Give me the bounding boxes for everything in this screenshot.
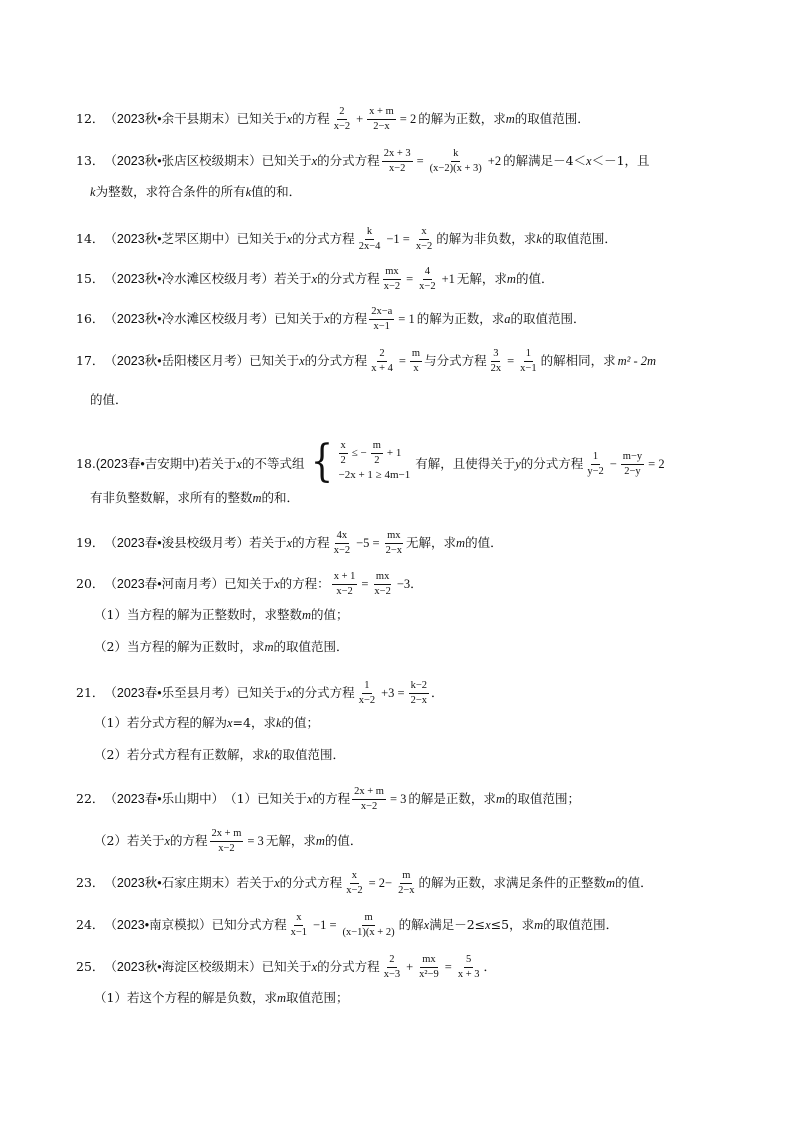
- denominator: 2−x: [410, 694, 428, 706]
- fraction: [382, 148, 413, 174]
- operator: +: [406, 959, 414, 974]
- text: =4，求: [232, 715, 276, 730]
- denominator: x + 3: [457, 968, 480, 980]
- numerator: m: [371, 440, 383, 454]
- expression: m² - 2m: [617, 353, 657, 368]
- text: 的方程: [329, 310, 368, 326]
- rhs: +1: [441, 271, 455, 286]
- var: m: [606, 875, 616, 890]
- denominator: x−1: [373, 320, 390, 332]
- problem-20-part2: [94, 641, 754, 654]
- problem-number: 16．: [76, 310, 105, 326]
- operator: =: [444, 959, 452, 974]
- denominator: (x−1)(x + 2): [342, 926, 395, 938]
- operator: = 2−: [368, 875, 393, 890]
- problem-source: （2023秋•石家庄期末）: [104, 875, 237, 890]
- text: 的解为正数，求满足条件的正整数: [418, 874, 607, 890]
- text: 的解是正数，求: [408, 790, 496, 806]
- numerator: 2x + m: [210, 828, 244, 842]
- text: 无解，求: [406, 534, 457, 550]
- var: x: [485, 917, 491, 932]
- rhs: = 1: [398, 311, 415, 326]
- problem-source: （2023秋•海淀区校级期末）: [104, 959, 262, 974]
- problem-number: 22．: [76, 790, 105, 806]
- fraction: [489, 348, 504, 374]
- numerator: x: [419, 226, 428, 240]
- operator: +3 =: [381, 685, 405, 700]
- text: 的取值范围．: [510, 310, 586, 326]
- text: 的分式方程: [279, 874, 343, 890]
- problem-number: 14．: [76, 230, 105, 246]
- text: 的解为正数，求: [418, 110, 506, 126]
- var: x: [226, 716, 233, 730]
- denominator: x²−9: [419, 968, 439, 980]
- operator: −5 =: [356, 535, 380, 550]
- denominator: x−2: [333, 120, 351, 132]
- text: 若关于: [249, 534, 287, 550]
- text: ．: [431, 684, 444, 700]
- denominator: x−2: [419, 280, 436, 292]
- fraction: [621, 451, 644, 477]
- fraction: [332, 530, 352, 556]
- operator: −1 =: [386, 231, 410, 246]
- text: 的方程: [292, 110, 330, 126]
- numerator: x: [350, 870, 359, 884]
- text: 的解满足－4＜: [503, 152, 587, 168]
- var: m: [456, 535, 466, 550]
- text: 的取值范围．: [543, 916, 619, 932]
- var: y: [515, 456, 521, 471]
- fraction: [585, 451, 605, 477]
- problem-25-part1: [94, 992, 754, 1005]
- text: 无解，求: [265, 832, 316, 848]
- fraction: [357, 226, 383, 252]
- var: x: [324, 311, 330, 326]
- text: 已知关于: [236, 110, 287, 126]
- denominator: x−2: [218, 842, 235, 854]
- numerator: k: [451, 148, 460, 162]
- fraction: [414, 226, 434, 252]
- denominator: 2−x: [373, 120, 390, 132]
- text: 已知关于: [261, 152, 312, 168]
- denominator: x−2: [360, 800, 378, 812]
- denominator: 2−x: [398, 884, 415, 896]
- text: ．: [483, 958, 496, 974]
- denominator: x−2: [388, 162, 406, 174]
- var: a: [504, 311, 511, 326]
- fraction: [396, 870, 416, 896]
- problem-source: （2023春•乐山期中）: [104, 791, 225, 806]
- text: 的分式方程: [304, 352, 368, 368]
- fraction: [417, 266, 437, 292]
- problem-source: （2023秋•张店区校级期末）: [104, 153, 262, 168]
- rhs: = 2: [648, 456, 665, 471]
- numerator: 2: [387, 954, 396, 968]
- text: 的解为非负数，求: [436, 230, 537, 246]
- numerator: mx: [383, 266, 400, 280]
- text: （1）已知关于: [224, 790, 308, 806]
- problem-21-part1: [94, 717, 754, 730]
- numerator: 5: [464, 954, 473, 968]
- denominator: 2x: [490, 362, 502, 374]
- text: 有解，且使得关于: [415, 455, 516, 471]
- operator: −: [609, 456, 617, 471]
- text: 若关于: [236, 874, 275, 890]
- denominator: x−2: [374, 585, 391, 597]
- text: 已知关于: [236, 230, 287, 246]
- var: k: [264, 748, 271, 762]
- text: 的值．: [324, 832, 363, 848]
- denominator: x−1: [290, 926, 308, 938]
- numerator: mx: [385, 530, 402, 544]
- text: 的解为正数，求: [416, 310, 505, 326]
- problem-number: 23．: [76, 874, 105, 890]
- numerator: 1: [591, 451, 600, 465]
- text: 值的和．: [251, 184, 302, 199]
- var: x: [423, 917, 430, 932]
- text: （1）若分式方程的解为: [94, 715, 227, 730]
- fraction: [357, 680, 377, 706]
- denominator: x−2: [336, 585, 353, 597]
- text: 已知关于: [224, 575, 275, 591]
- var: k: [275, 716, 282, 730]
- text: 的方程: [292, 534, 330, 550]
- inequality-system: [308, 436, 413, 487]
- problem-source: （2023秋•岳阳楼区月考）: [104, 353, 250, 368]
- problem-source: （2023秋•冷水滩区校级月考）: [104, 311, 275, 326]
- numerator: m: [362, 912, 374, 926]
- denominator: x−2: [383, 280, 401, 292]
- system-row-2: −2x + 1 ≥ 4m−1: [338, 468, 411, 481]
- var: x: [286, 111, 293, 126]
- denominator: x−3: [383, 968, 401, 980]
- text: 满足－2≤: [429, 916, 486, 932]
- var: x: [586, 153, 592, 168]
- text: 的解相同，求: [540, 352, 616, 368]
- numerator: mx: [374, 571, 391, 585]
- problem-21-part2: [94, 749, 754, 762]
- numerator: k−2: [409, 680, 429, 694]
- denominator: x−2: [415, 240, 433, 252]
- problem-source: （2023春•河南月考）: [104, 576, 225, 591]
- var: m: [495, 791, 505, 806]
- text: （2）若关于: [94, 832, 165, 848]
- text: 的值．: [465, 534, 503, 550]
- operator: =: [507, 353, 515, 368]
- numerator: m−y: [621, 451, 644, 465]
- text: 的分式方程: [317, 270, 380, 286]
- var: x: [274, 576, 280, 591]
- problem-number: 24．: [76, 916, 105, 932]
- fraction: [369, 348, 395, 374]
- numerator: x + 1: [332, 571, 358, 585]
- text: 的值；: [311, 607, 349, 622]
- problem-20: [76, 571, 754, 597]
- var: m: [264, 640, 274, 654]
- text: （1）若这个方程的解是负数，求: [94, 990, 277, 1005]
- problem-number: 15．: [76, 270, 105, 286]
- text: 取值范围；: [286, 990, 349, 1005]
- text: 的取值范围；: [504, 790, 580, 806]
- denominator: x−2: [358, 694, 376, 706]
- rhs: = 2: [399, 111, 417, 126]
- problem-source: （2023•南京模拟）: [104, 917, 212, 932]
- var: x: [286, 231, 293, 246]
- var: m: [301, 608, 311, 622]
- operator: =: [406, 271, 414, 286]
- denominator: 2: [340, 454, 346, 466]
- rhs: +2: [487, 153, 502, 168]
- problem-15: [76, 266, 754, 292]
- text: 的方程: [312, 790, 351, 806]
- text: 已知关于: [261, 958, 312, 974]
- problem-number: 13．: [76, 152, 105, 168]
- problem-source: (2023春•吉安期中): [95, 456, 199, 471]
- problem-13-line2: [90, 186, 754, 199]
- var: x: [307, 791, 313, 806]
- var: k: [90, 185, 96, 199]
- text: 的取值范围．: [273, 639, 349, 654]
- numerator: k: [365, 226, 374, 240]
- denominator: x−2: [346, 884, 363, 896]
- fraction: [417, 954, 441, 980]
- fraction: [369, 306, 394, 332]
- problem-25: [76, 954, 754, 980]
- numerator: 3: [491, 348, 500, 362]
- problem-20-part1: [94, 609, 754, 622]
- rhs: = 3: [389, 791, 407, 806]
- problem-number: 21．: [76, 684, 105, 700]
- text: （2）若分式方程有正数解，求: [94, 747, 265, 762]
- denominator: 2x−4: [358, 240, 381, 252]
- denominator: 2: [374, 454, 380, 466]
- fraction: [332, 106, 352, 132]
- numerator: mx: [420, 954, 437, 968]
- text: 已知关于: [249, 352, 300, 368]
- operator: =: [361, 576, 369, 591]
- problem-18: [76, 436, 754, 487]
- text: 与分式方程: [424, 352, 487, 368]
- text: 的值．: [615, 874, 653, 890]
- denominator: x−1: [520, 362, 537, 374]
- numerator: x: [339, 440, 348, 454]
- text: 的值．: [90, 392, 128, 407]
- var: m: [276, 991, 286, 1005]
- text: 的值；: [281, 715, 320, 730]
- var: x: [236, 456, 242, 471]
- problem-23: [76, 870, 754, 896]
- fraction: [332, 571, 358, 597]
- text: 的不等式组: [241, 455, 305, 471]
- numerator: m: [400, 870, 412, 884]
- problem-source: （2023春•浚县校级月考）: [104, 535, 250, 550]
- operator: =: [416, 153, 424, 168]
- text: 的方程：: [279, 575, 330, 591]
- problem-source: （2023秋•余干县期末）: [104, 111, 237, 126]
- problem-21: [76, 680, 754, 706]
- denominator: 2−y: [624, 465, 641, 477]
- var: m: [252, 491, 262, 505]
- var: x: [311, 959, 318, 974]
- fraction: [367, 106, 396, 132]
- text: 若关于: [274, 270, 312, 286]
- problem-18-line2: [90, 492, 754, 505]
- fraction: [289, 912, 309, 938]
- var: m: [506, 271, 516, 286]
- fraction: [518, 348, 538, 374]
- text: 的分式方程: [292, 684, 355, 700]
- text: 的解: [398, 916, 424, 932]
- text: ＜－1，且: [591, 152, 650, 168]
- problem-17-line2: [90, 394, 754, 407]
- fraction: [372, 571, 392, 597]
- text: 的取值范围．: [514, 110, 590, 126]
- text: 无解，求: [456, 270, 507, 286]
- fraction: [344, 870, 364, 896]
- fraction: [210, 828, 244, 854]
- fraction: [352, 786, 386, 812]
- rhs: + 1: [386, 446, 402, 459]
- var: k: [245, 185, 252, 199]
- text: 的分式方程: [520, 455, 584, 471]
- problem-22-part2: [94, 828, 754, 854]
- fraction: [409, 680, 429, 706]
- text: 有非负整数解，求所有的整数: [90, 490, 253, 505]
- var: x: [299, 353, 305, 368]
- problem-number: 20．: [76, 575, 105, 591]
- denominator: y−2: [587, 465, 604, 477]
- problem-24: [76, 912, 754, 938]
- text: （1）当方程的解为正整数时，求整数: [94, 607, 302, 622]
- fraction: [456, 954, 482, 980]
- problem-source: （2023秋•冷水滩区校级月考）: [104, 271, 275, 286]
- denominator: x + 4: [371, 362, 393, 374]
- numerator: 2x + 3: [382, 148, 413, 162]
- fraction: [428, 148, 484, 174]
- problem-14: [76, 226, 754, 252]
- problem-19: [76, 530, 754, 556]
- text: 的分式方程: [317, 958, 380, 974]
- text: 的取值范围．: [541, 230, 617, 246]
- left-brace-icon: {: [310, 436, 333, 487]
- denominator: x−2: [333, 544, 351, 556]
- problem-number: 18.: [76, 455, 96, 471]
- numerator: x: [294, 912, 303, 926]
- operator: −1 =: [313, 917, 337, 932]
- problem-number: 17．: [76, 352, 105, 368]
- var: m: [315, 833, 325, 848]
- text: 为整数，求符合条件的所有: [95, 184, 246, 199]
- numerator: x + m: [367, 106, 396, 120]
- text: 的和．: [261, 490, 300, 505]
- operator: =: [398, 353, 406, 368]
- numerator: 1: [362, 680, 371, 694]
- text: 已知关于: [236, 684, 287, 700]
- numerator: 2x + m: [352, 786, 386, 800]
- numerator: 4x: [335, 530, 350, 544]
- problem-13: [76, 148, 754, 174]
- fraction: [382, 954, 402, 980]
- problem-17: [76, 348, 754, 374]
- problem-number: 12．: [76, 110, 105, 126]
- text: 的分式方程: [317, 152, 380, 168]
- denominator: x: [413, 362, 419, 374]
- fraction: [410, 348, 422, 374]
- text: 已知分式方程: [211, 916, 287, 932]
- operator: ≤ −: [351, 446, 367, 459]
- var: x: [311, 271, 318, 286]
- system-rows: [337, 439, 413, 486]
- text: ≤5，求: [490, 916, 535, 932]
- numerator: 2: [337, 106, 346, 120]
- rhs: −3．: [396, 576, 423, 591]
- text: 的值．: [515, 270, 554, 286]
- problem-source: （2023春•乐至县月考）: [104, 685, 237, 700]
- text: 的分式方程: [292, 230, 355, 246]
- text: 已知关于: [274, 310, 325, 326]
- var: x: [164, 833, 171, 848]
- fraction: [341, 912, 397, 938]
- text: 若关于: [198, 455, 237, 471]
- var: x: [274, 875, 280, 890]
- var: x: [286, 685, 293, 700]
- problem-number: 25．: [76, 958, 105, 974]
- problem-source: （2023秋•芝罘区期中）: [104, 231, 237, 246]
- numerator: 2x−a: [369, 306, 394, 320]
- denominator: 2−x: [385, 544, 403, 556]
- numerator: 1: [524, 348, 533, 362]
- numerator: m: [410, 348, 422, 362]
- problem-12: [76, 106, 754, 132]
- system-row-1: [337, 439, 413, 466]
- rhs: = 3: [247, 833, 264, 848]
- fraction: [384, 530, 404, 556]
- text: 的方程: [170, 832, 208, 848]
- problem-22: [76, 786, 754, 812]
- fraction: [371, 440, 383, 466]
- text: （2）当方程的解为正数时，求: [94, 639, 265, 654]
- problem-number: 19．: [76, 534, 105, 550]
- var: m: [505, 111, 515, 126]
- var: m: [534, 917, 544, 932]
- text: 的取值范围．: [270, 747, 346, 762]
- var: k: [536, 231, 542, 246]
- var: x: [311, 153, 318, 168]
- var: x: [286, 535, 293, 550]
- denominator: (x−2)(x + 3): [429, 162, 482, 174]
- numerator: 2: [377, 348, 386, 362]
- fraction: [339, 440, 348, 466]
- problem-16: [76, 306, 754, 332]
- operator: +: [356, 111, 364, 126]
- numerator: 4: [423, 266, 432, 280]
- fraction: [382, 266, 402, 292]
